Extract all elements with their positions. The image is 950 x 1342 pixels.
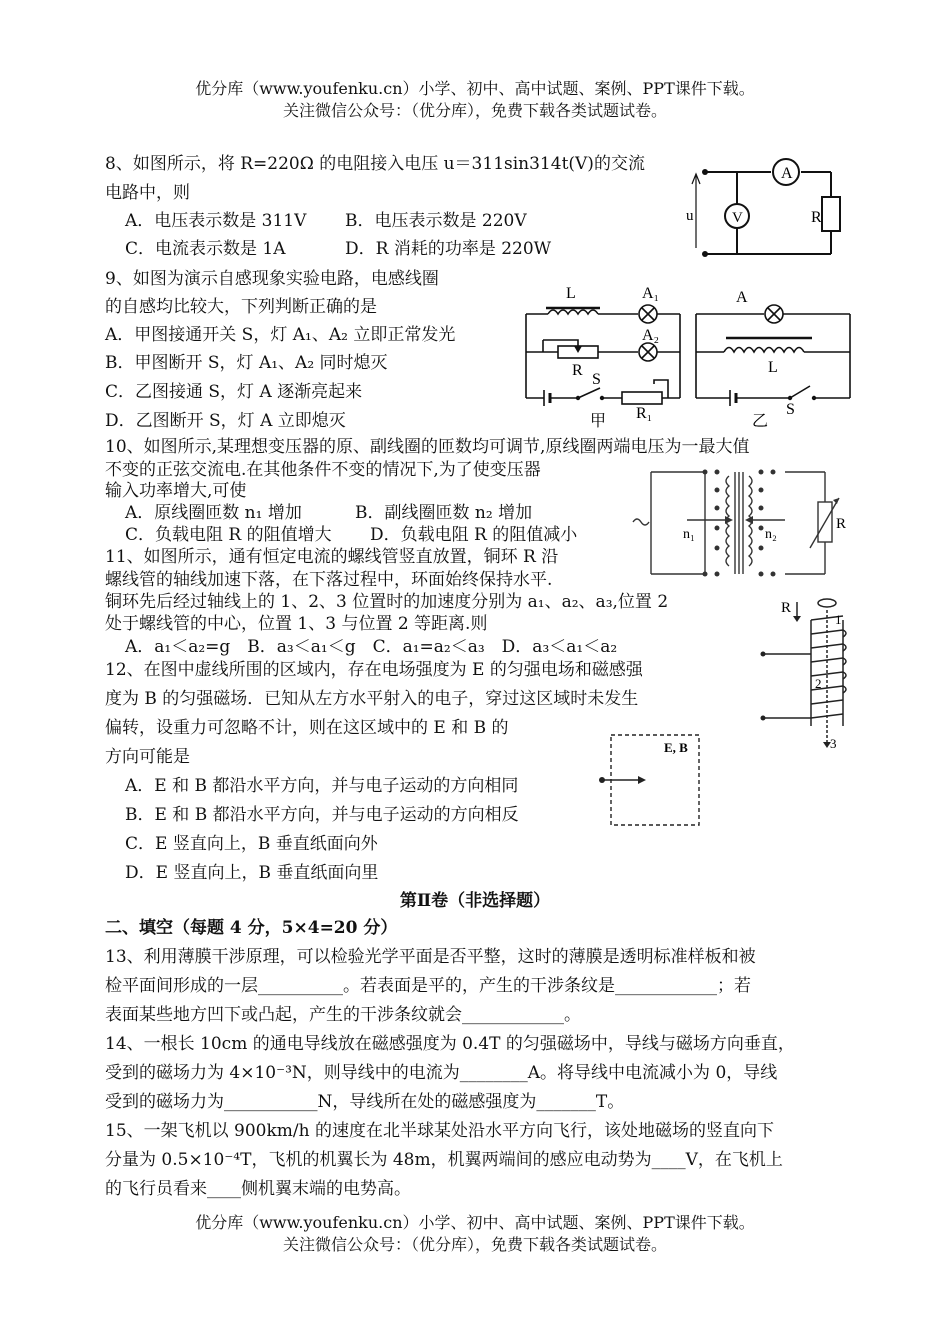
q9-option-b: B．甲图断开 S，灯 A₁、A₂ 同时熄灭: [105, 353, 388, 373]
q11-position-2: 2: [815, 676, 822, 691]
q11-stem-1: 11、如图所示，通有恒定电流的螺线管竖直放置，铜环 R 沿: [105, 547, 559, 567]
q14-line-1: 14、一根长 10cm 的通电导线放在磁感强度为 0.4T 的匀强磁场中，导线与磁场方向垂直，: [105, 1034, 795, 1054]
q10-n1-label: n₁: [683, 527, 695, 542]
q9-jia-caption: 甲: [590, 413, 607, 430]
q12-option-d: D．E 竖直向上，B 垂直纸面向里: [125, 863, 379, 883]
q11-solenoid-diagram: [755, 596, 860, 751]
q12-field-region-diagram: [596, 730, 706, 830]
q15-line-1: 15、一架飞机以 900km/h 的速度在北半球某处沿水平方向飞行，该处地磁场的竖直向下: [105, 1121, 774, 1141]
q12-EB-label: E, B: [664, 740, 688, 755]
q14-line-3: 受到的磁场力为___________N，导线所在处的磁感强度为_______T。: [105, 1092, 625, 1112]
q11-stem-3: 铜环先后经过轴线上的 1、2、3 位置时的加速度分别为 a₁、a₂、a₃,位置 2: [105, 592, 669, 612]
header-line-2: 关注微信公众号：（优分库），免费下载各类试题试卷。: [282, 101, 667, 120]
q10-n2-label: n₂: [765, 527, 777, 542]
q9-R1-label: R₁: [636, 405, 653, 422]
q10-option-a: A．原线圈匝数 n₁ 增加: [125, 503, 302, 523]
q8-source-label: u: [686, 208, 694, 224]
q11-stem-2: 螺线管的轴线加速下落，在下落过程中，环面始终保持水平.: [105, 570, 553, 590]
q12-option-b: B．E 和 B 都沿水平方向，并与电子运动的方向相反: [125, 805, 519, 825]
q10-stem-2: 不变的正弦交流电.在其他条件不变的情况下,为了使变压器: [105, 460, 541, 480]
q11-options: A．a₁＜a₂=g B．a₃＜a₁＜g C．a₁=a₂＜a₃ D．a₃＜a₁＜a₂: [125, 637, 618, 657]
q15-line-3: 的飞行员看来____侧机翼末端的电势高。: [105, 1179, 411, 1199]
q12-option-a: A．E 和 B 都沿水平方向，并与电子运动的方向相同: [125, 776, 519, 796]
q9-jia-S-label: S: [592, 371, 601, 388]
q12-stem-3: 偏转，设重力可忽略不计，则在这区域中的 E 和 B 的: [105, 718, 509, 738]
q9-stem-2: 的自感均比较大，下列判断正确的是: [105, 297, 377, 317]
q12-stem-1: 12、在图中虚线所围的区域内，存在电场强度为 E 的匀强电场和磁感强: [105, 660, 643, 680]
q11-stem-4: 处于螺线管的中心，位置 1、3 与位置 2 等距离.则: [105, 614, 488, 634]
q9-option-d: D．乙图断开 S，灯 A 立即熄灭: [105, 411, 346, 431]
q10-R-label: R: [836, 516, 847, 532]
q10-stem-3: 输入功率增大,可使: [105, 481, 247, 501]
q9-option-a: A．甲图接通开关 S，灯 A₁、A₂ 立即正常发光: [105, 325, 456, 345]
q10-option-d: D．负载电阻 R 的阻值减小: [370, 525, 578, 545]
q9-stem-1: 9、如图为演示自感现象实验电路，电感线圈: [105, 269, 439, 289]
q12-stem-4: 方向可能是: [105, 747, 190, 767]
q8-option-d: D．R 消耗的功率是 220W: [345, 239, 552, 259]
q9-yi-S-label: S: [786, 401, 795, 418]
footer-line-2: 关注微信公众号：（优分库），免费下载各类试题试卷。: [282, 1235, 667, 1254]
q13-line-1: 13、利用薄膜干涉原理，可以检验光学平面是否平整，这时的薄膜是透明标准样板和被: [105, 947, 756, 967]
q9-yi-A-label: A: [736, 289, 748, 306]
q9-A2-label: A₂: [642, 327, 660, 344]
section-fill-in-title: 二、填空（每题 4 分，5×4=20 分）: [105, 918, 398, 938]
q8-voltmeter-label: V: [732, 210, 743, 226]
q13-line-2: 检平面间形成的一层__________。若表面是平的，产生的干涉条纹是____________；若: [105, 976, 751, 996]
q12-stem-2: 度为 B 的匀强磁场．已知从左方水平射入的电子，穿过这区域时未发生: [105, 689, 639, 709]
q10-option-c: C．负载电阻 R 的阻值增大: [125, 525, 332, 545]
q9-circuit-diagrams: [518, 280, 860, 430]
q11-R-label: R: [781, 600, 792, 616]
q9-yi-caption: 乙: [752, 413, 769, 430]
part-2-title: 第Ⅱ卷（非选择题）: [399, 891, 551, 911]
q9-A1-label: A₁: [642, 285, 660, 302]
q13-line-3: 表面某些地方凹下或凸起，产生的干涉条纹就会____________。: [105, 1005, 581, 1025]
q10-transformer-diagram: [625, 462, 855, 582]
q8-option-b: B．电压表示数是 220V: [345, 211, 527, 231]
q8-ammeter-label: A: [781, 165, 793, 182]
q8-stem-2: 电路中，则: [105, 183, 190, 203]
q8-option-a: A．电压表示数是 311V: [125, 211, 307, 231]
q8-stem-1: 8、如图所示，将 R=220Ω 的电阻接入电压 u＝311sin314t(V)的交流: [105, 154, 645, 174]
q8-circuit-diagram: [683, 152, 858, 262]
q11-position-3: 3: [830, 736, 837, 751]
q8-option-c: C．电流表示数是 1A: [125, 239, 286, 259]
q15-line-2: 分量为 0.5×10⁻⁴T，飞机的机翼长为 48m，机翼两端间的感应电动势为____V，在飞机上: [105, 1150, 783, 1170]
q10-stem-1: 10、如图所示,某理想变压器的原、副线圈的匝数均可调节,原线圈两端电压为一最大值: [105, 437, 750, 457]
q9-jia-L-label: L: [566, 285, 576, 302]
q12-option-c: C．E 竖直向上，B 垂直纸面向外: [125, 834, 378, 854]
q9-R-label: R: [572, 362, 583, 379]
q11-position-1: 1: [835, 612, 842, 627]
q9-option-c: C．乙图接通 S，灯 A 逐渐亮起来: [105, 382, 363, 402]
header-line-1: 优分库（www.youfenku.cn）小学、初中、高中试题、案例、PPT课件下载。: [195, 79, 755, 98]
q10-option-b: B．副线圈匝数 n₂ 增加: [355, 503, 533, 523]
footer-line-1: 优分库（www.youfenku.cn）小学、初中、高中试题、案例、PPT课件下载。: [195, 1213, 755, 1232]
q9-yi-L-label: L: [768, 359, 778, 376]
q14-line-2: 受到的磁场力为 4×10⁻³N，则导线中的电流为________A。将导线中电流减小为 0，导线: [105, 1063, 778, 1083]
q8-resistor-label: R: [811, 209, 822, 226]
